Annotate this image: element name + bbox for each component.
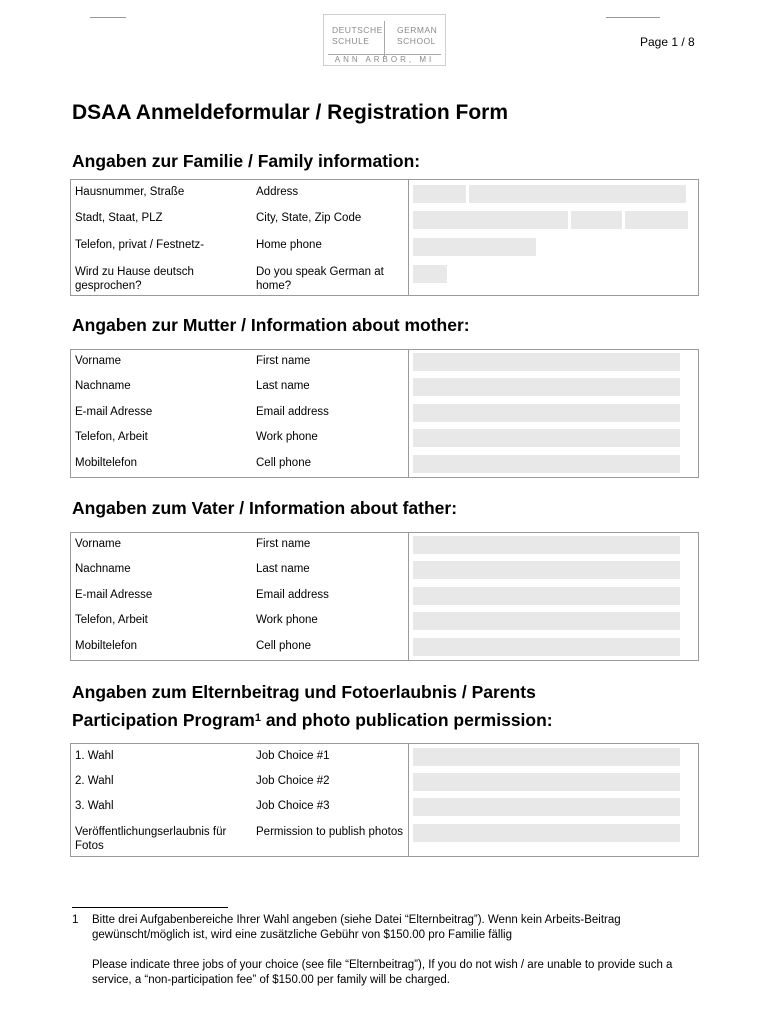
footnote-text-en: Please indicate three jobs of your choice (see file “Elternbeitrag”), If you do not wish / are unable to provide such a service, a “non-participation fee” of $150.00 per family will be charged. [92, 959, 673, 986]
label-de: 3. Wahl [75, 800, 114, 812]
section-heading-mother: Angaben zur Mutter / Information about mother: [72, 315, 470, 335]
label-de: Nachname [75, 563, 131, 575]
label-en: Last name [256, 563, 310, 575]
home-phone-cell [409, 234, 699, 261]
street-field[interactable] [469, 185, 686, 203]
table-row [71, 795, 699, 821]
logo-text: GERMAN [397, 25, 438, 35]
header-line-left [90, 17, 126, 18]
mother-email-field[interactable] [413, 404, 680, 422]
section-heading-family: Angaben zur Familie / Family information: [72, 151, 421, 171]
label-de: E-mail Adresse [75, 405, 153, 418]
label-de: Vorname [75, 538, 122, 550]
section-heading-parents [72, 678, 553, 734]
german-spoken-cell [409, 261, 699, 296]
label-en: Email address [256, 588, 329, 601]
mother-first-name-field[interactable] [413, 353, 680, 371]
label-de: Hausnummer, Straße [75, 186, 185, 198]
footnote-ref: 1 [254, 712, 261, 724]
father-work-phone-field[interactable] [413, 612, 680, 630]
label-en: First name [256, 355, 311, 367]
city-state-zip-group [409, 207, 699, 234]
section-heading-father: Angaben zum Vater / Information about father: [72, 498, 458, 518]
father-last-name-field[interactable] [413, 561, 680, 579]
german-spoken-field[interactable] [413, 265, 447, 283]
home-phone-field[interactable] [413, 238, 536, 256]
label-de: E-mail Adresse [75, 588, 153, 601]
mother-last-name-field[interactable] [413, 378, 680, 396]
photo-permission-field[interactable] [413, 824, 680, 842]
table-row [71, 350, 699, 376]
label-en: Do you speak German at home? [256, 265, 384, 292]
heading-line: Angaben zum Elternbeitrag und Fotoerlaubnis / Parents [72, 682, 536, 702]
label-de: Mobiltelefon [75, 456, 138, 469]
header-line-right [606, 17, 660, 18]
table-row [71, 426, 699, 452]
label-de: Wird zu Hause deutsch gesprochen? [75, 265, 194, 292]
mother-work-phone-field[interactable] [413, 429, 680, 447]
father-email-field[interactable] [413, 587, 680, 605]
label-de: Telefon, privat / Festnetz- [75, 238, 205, 251]
label-en: Email address [256, 405, 329, 418]
page-title: DSAA Anmeldeformular / Registration Form [72, 101, 508, 124]
father-table [70, 532, 699, 661]
table-row [71, 821, 699, 857]
logo-divider [384, 21, 385, 57]
zip-field[interactable] [625, 211, 688, 229]
table-row [71, 452, 699, 478]
address-field-group [409, 180, 699, 207]
label-en: Cell phone [256, 639, 311, 652]
job-choice-1-field[interactable] [413, 748, 680, 766]
label-en: Job Choice #2 [256, 774, 330, 787]
label-de: 1. Wahl [75, 750, 114, 762]
label-de: Telefon, Arbeit [75, 614, 148, 626]
label-en: Work phone [256, 614, 318, 626]
label-en: Cell phone [256, 456, 311, 469]
footnote-number: 1 [72, 914, 79, 926]
father-first-name-field[interactable] [413, 536, 680, 554]
label-en: Job Choice #3 [256, 800, 330, 812]
label-en: Last name [256, 380, 310, 392]
house-number-field[interactable] [413, 185, 466, 203]
family-table [70, 179, 699, 296]
heading-line: and photo publication permission: [260, 710, 553, 730]
label-de: Vorname [75, 355, 122, 367]
label-de: Nachname [75, 380, 131, 392]
table-row [71, 558, 699, 584]
table-row [71, 609, 699, 635]
father-cell-phone-field[interactable] [413, 638, 680, 656]
city-field[interactable] [413, 211, 568, 229]
job-choice-2-field[interactable] [413, 773, 680, 791]
logo-text: DEUTSCHE [332, 25, 383, 35]
table-row [71, 234, 699, 261]
state-field[interactable] [571, 211, 622, 229]
job-choice-3-field[interactable] [413, 798, 680, 816]
logo-text: ANN ARBOR, MI [334, 55, 435, 64]
footnote-separator [72, 907, 228, 908]
school-logo [323, 14, 446, 66]
mother-cell-phone-field[interactable] [413, 455, 680, 473]
page-number: Page 1 / 8 [640, 35, 695, 49]
label-de: 2. Wahl [75, 774, 114, 787]
label-de: Veröffentlichungserlaubnis für Fotos [75, 825, 227, 852]
table-row [71, 180, 699, 207]
heading-line: Participation Program [72, 710, 255, 730]
label-en: Address [256, 186, 299, 198]
table-row [71, 744, 699, 770]
mother-table [70, 349, 699, 478]
logo-text: SCHOOL [397, 36, 436, 46]
label-en: Work phone [256, 431, 318, 443]
table-row [71, 770, 699, 796]
table-row [71, 635, 699, 661]
parents-table [70, 743, 699, 857]
table-row [71, 261, 699, 296]
table-row [71, 584, 699, 610]
logo-text: SCHULE [332, 36, 370, 46]
footnote-text-de: Bitte drei Aufgabenbereiche Ihrer Wahl angeben (siehe Datei “Elternbeitrag”). Wenn kein Arbeits-Beitrag gewünscht/möglich ist, wird eine zusätzliche Gebühr von $150.00 pro Familie fällig [92, 914, 621, 941]
label-de: Telefon, Arbeit [75, 431, 148, 443]
label-en: Permission to publish photos [256, 825, 404, 838]
table-row [71, 207, 699, 234]
label-en: First name [256, 538, 311, 550]
table-row [71, 533, 699, 559]
label-de: Mobiltelefon [75, 639, 138, 652]
table-row [71, 375, 699, 401]
label-en: City, State, Zip Code [256, 211, 362, 224]
label-en: Job Choice #1 [256, 750, 330, 762]
table-row [71, 401, 699, 427]
label-en: Home phone [256, 238, 322, 251]
label-de: Stadt, Staat, PLZ [75, 211, 163, 224]
